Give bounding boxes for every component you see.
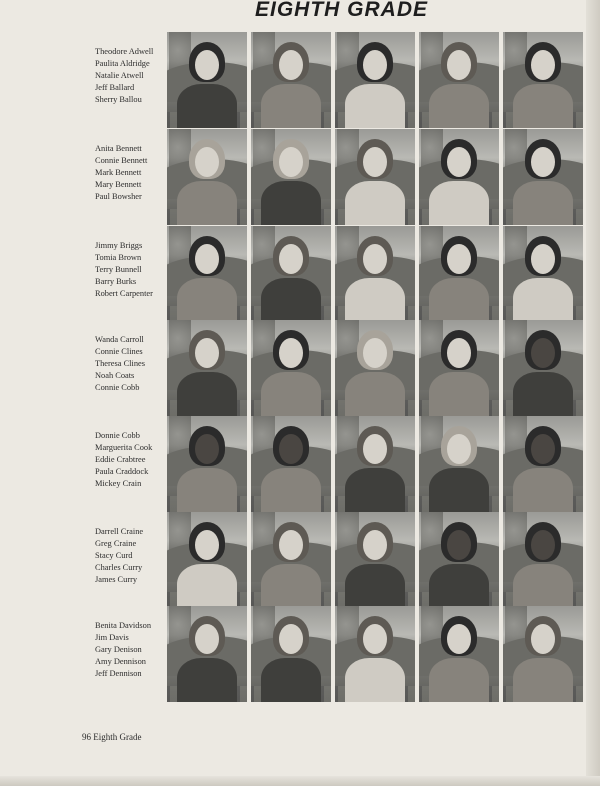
student-photo <box>167 416 247 512</box>
student-photo <box>335 226 415 322</box>
student-photo <box>167 129 247 225</box>
student-name: Theodore Adwell <box>95 47 154 56</box>
student-photo <box>503 416 583 512</box>
student-row <box>0 32 600 128</box>
name-list <box>95 46 167 106</box>
student-photo <box>251 32 331 128</box>
student-name: Natalie Atwell <box>95 71 144 80</box>
student-name: Gary Denison <box>95 645 142 654</box>
student-row <box>0 606 600 702</box>
student-row <box>0 226 600 322</box>
student-name: Amy Dennison <box>95 657 146 666</box>
student-name: Theresa Clines <box>95 359 146 368</box>
student-row <box>0 129 600 225</box>
student-name: Connie Bennett <box>95 156 148 165</box>
student-photo <box>251 416 331 512</box>
student-photo <box>503 32 583 128</box>
student-name: James Curry <box>95 575 138 584</box>
student-name: Jeff Dennison <box>95 669 142 678</box>
student-name: Barry Burks <box>95 277 137 286</box>
student-name: Paula Craddock <box>95 467 149 476</box>
student-photo <box>251 606 331 702</box>
footer-section-label: Eighth Grade <box>93 732 142 742</box>
student-photo <box>167 512 247 608</box>
student-photo <box>419 129 499 225</box>
student-row <box>0 512 600 608</box>
student-row <box>0 320 600 416</box>
student-name: Paul Bowsher <box>95 192 142 201</box>
student-photo <box>419 606 499 702</box>
student-photo <box>251 129 331 225</box>
student-photo <box>251 226 331 322</box>
student-photo <box>335 416 415 512</box>
student-name: Darrell Craine <box>95 527 144 536</box>
student-photo <box>503 226 583 322</box>
student-name: Marguerita Cook <box>95 443 153 452</box>
student-photo <box>335 606 415 702</box>
page-footer <box>82 732 141 742</box>
student-photo <box>335 512 415 608</box>
student-name: Anita Bennett <box>95 144 142 153</box>
student-photo <box>419 320 499 416</box>
name-list <box>95 143 167 203</box>
student-name: Mary Bennett <box>95 180 142 189</box>
student-name: Sherry Ballou <box>95 95 142 104</box>
name-list <box>95 430 167 490</box>
student-photo <box>167 32 247 128</box>
name-list <box>95 620 167 680</box>
student-name: Jimmy Briggs <box>95 241 143 250</box>
student-name: Connie Cobb <box>95 383 140 392</box>
student-name: Tomia Brown <box>95 253 142 262</box>
student-name: Greg Craine <box>95 539 137 548</box>
student-photo <box>419 32 499 128</box>
student-name: Connie Clines <box>95 347 143 356</box>
student-name: Benita Davidson <box>95 621 152 630</box>
page-bottom-edge <box>0 776 600 786</box>
name-list <box>95 334 167 394</box>
student-name: Robert Carpenter <box>95 289 153 298</box>
student-row <box>0 416 600 512</box>
student-photo <box>167 606 247 702</box>
student-name: Mickey Crain <box>95 479 142 488</box>
student-name: Jim Davis <box>95 633 129 642</box>
student-photo <box>503 512 583 608</box>
student-photo <box>251 512 331 608</box>
student-photo <box>503 320 583 416</box>
student-name: Donnie Cobb <box>95 431 140 440</box>
student-photo <box>335 32 415 128</box>
student-name: Jeff Ballard <box>95 83 135 92</box>
student-photo <box>167 226 247 322</box>
student-name: Mark Bennett <box>95 168 142 177</box>
student-photo <box>335 320 415 416</box>
student-photo <box>419 512 499 608</box>
student-name: Terry Bunnell <box>95 265 142 274</box>
student-name: Stacy Curd <box>95 551 133 560</box>
name-list <box>95 240 167 300</box>
page-number: 96 <box>82 732 91 742</box>
student-photo <box>419 226 499 322</box>
student-name: Charles Curry <box>95 563 143 572</box>
student-photo <box>503 606 583 702</box>
student-photo <box>251 320 331 416</box>
page-title: EIGHTH GRADE <box>255 0 429 21</box>
student-name: Wanda Carroll <box>95 335 144 344</box>
student-name: Paulita Aldridge <box>95 59 150 68</box>
student-photo <box>335 129 415 225</box>
student-photo <box>167 320 247 416</box>
student-photo <box>503 129 583 225</box>
student-photo <box>419 416 499 512</box>
student-name: Noah Coats <box>95 371 135 380</box>
name-list <box>95 526 167 586</box>
student-name: Eddie Crabtree <box>95 455 146 464</box>
